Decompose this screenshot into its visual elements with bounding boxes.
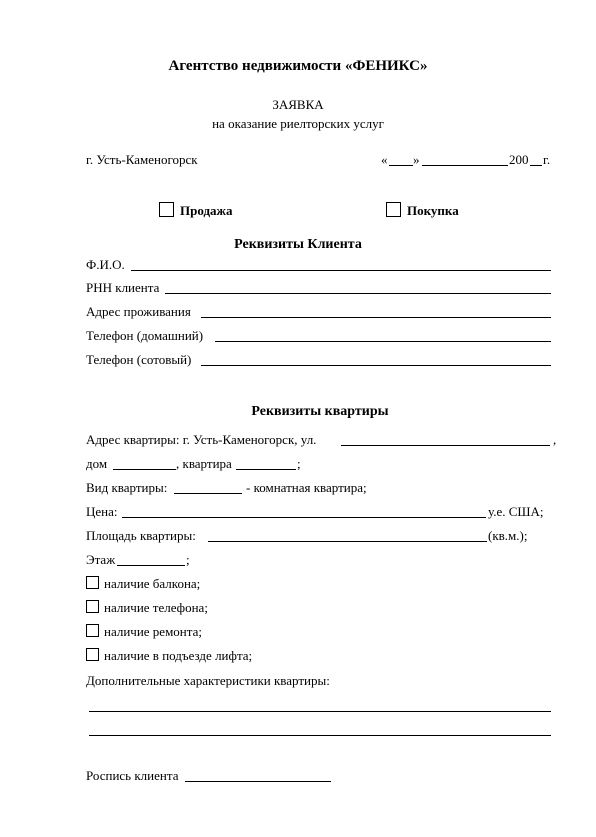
extra-label: Дополнительные характеристики квартиры:: [86, 673, 330, 688]
price-unit: у.е. США;: [488, 504, 544, 519]
extra-field-line-2[interactable]: [89, 735, 551, 736]
extra-field-line-1[interactable]: [89, 711, 551, 712]
rnn-label: РНН клиента: [86, 280, 160, 295]
balcony-label: наличие балкона;: [104, 576, 201, 591]
client-heading: Реквизиты Клиента: [234, 237, 362, 252]
date-day-field[interactable]: [389, 165, 413, 166]
balcony-option[interactable]: [86, 576, 200, 592]
elevator-checkbox[interactable]: [86, 648, 99, 661]
area-label: Площадь квартиры:: [86, 528, 196, 543]
date-month-field[interactable]: [422, 165, 508, 166]
signature-label: Роспись клиента: [86, 768, 179, 783]
repair-checkbox[interactable]: [86, 624, 99, 637]
telephone-checkbox[interactable]: [86, 600, 99, 613]
balcony-checkbox[interactable]: [86, 576, 99, 589]
type-field[interactable]: [174, 493, 242, 494]
form-title: ЗАЯВКА: [272, 97, 324, 112]
flat-label: , квартира: [176, 456, 232, 471]
area-field[interactable]: [208, 541, 487, 542]
city: г. Усть-Каменогорск: [86, 152, 198, 167]
date-year-field[interactable]: [530, 165, 542, 166]
phone-home-label: Телефон (домашний): [86, 328, 204, 343]
agency-name: Агентство недвижимости «ФЕНИКС»: [168, 58, 428, 74]
fio-label: Ф.И.О.: [86, 257, 125, 272]
purchase-checkbox[interactable]: [386, 202, 401, 217]
repair-label: наличие ремонта;: [104, 624, 202, 639]
apartment-heading: Реквизиты квартиры: [251, 404, 389, 419]
flat-end: ;: [297, 456, 301, 471]
elevator-label: наличие в подъезде лифта;: [104, 648, 253, 663]
date-close-quote: »: [413, 152, 420, 167]
apartment-address-field[interactable]: [341, 445, 550, 446]
purchase-label: Покупка: [407, 203, 459, 218]
price-label: Цена:: [86, 504, 118, 519]
floor-field[interactable]: [117, 565, 185, 566]
date-open-quote: «: [381, 152, 388, 167]
rnn-field[interactable]: [165, 293, 551, 294]
apartment-address-end: ,: [553, 432, 557, 447]
sale-checkbox[interactable]: [159, 202, 174, 217]
date-year-suffix: г.: [543, 152, 551, 167]
option-sale[interactable]: [159, 202, 232, 219]
floor-end: ;: [186, 552, 190, 567]
type-suffix: - комнатная квартира;: [246, 480, 367, 495]
phone-mobile-label: Телефон (сотовый): [86, 352, 192, 367]
type-label: Вид квартиры:: [86, 480, 168, 495]
fio-field[interactable]: [131, 270, 551, 271]
telephone-option[interactable]: [86, 600, 208, 616]
house-field[interactable]: [113, 469, 176, 470]
telephone-label: наличие телефона;: [104, 600, 208, 615]
floor-label: Этаж: [86, 552, 116, 567]
form-subtitle: на оказание риелторских услуг: [212, 116, 384, 131]
address-label: Адрес проживания: [86, 304, 191, 319]
address-field[interactable]: [201, 317, 551, 318]
flat-field[interactable]: [236, 469, 296, 470]
date-year-prefix: 200: [509, 152, 529, 167]
phone-home-field[interactable]: [215, 341, 551, 342]
area-unit: (кв.м.);: [488, 528, 528, 543]
signature-field[interactable]: [185, 781, 331, 782]
elevator-option[interactable]: [86, 648, 252, 664]
option-purchase[interactable]: [386, 202, 459, 219]
phone-mobile-field[interactable]: [201, 365, 551, 366]
sale-label: Продажа: [180, 203, 233, 218]
house-label: дом: [86, 456, 108, 471]
apartment-address-label: Адрес квартиры: г. Усть-Каменогорск, ул.: [86, 432, 317, 447]
repair-option[interactable]: [86, 624, 202, 640]
price-field[interactable]: [122, 517, 486, 518]
